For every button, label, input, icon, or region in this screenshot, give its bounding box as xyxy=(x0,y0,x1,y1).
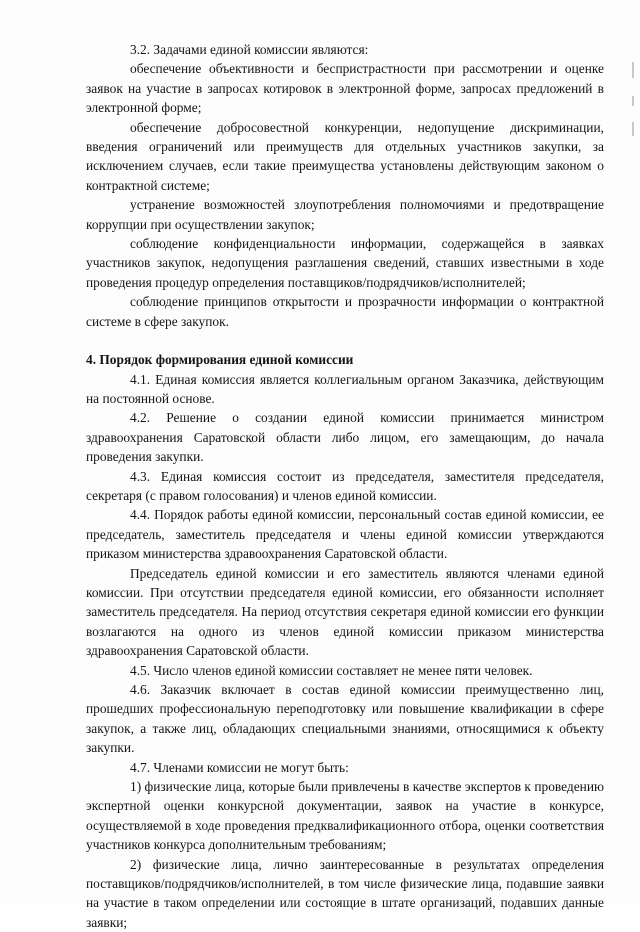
section-heading-4: 4. Порядок формирования единой комиссии xyxy=(86,352,354,368)
paragraph-3-2-competition: обеспечение добросовестной конкуренции, недопущение дискриминации, введения ограничений или преимуществ для отдельных участников закупки, за исключением случаев, если такие преимущества установлены действующим законом о контрактной системе; xyxy=(86,119,604,193)
scan-edge-mark xyxy=(632,62,634,78)
paragraph-3-2-confidentiality: соблюдение конфиденциальности информации, содержащейся в заявках участников закупок, недопущения разглашения сведений, ставших известными в ходе проведения процедур определения поставщиков/подрядчиков/исполнителей; xyxy=(86,236,604,290)
paragraph-4-3: 4.3. Единая комиссия состоит из председателя, заместителя председателя, секретаря (с правом голосования) и членов единой комиссии. xyxy=(86,468,604,503)
paragraph-4-1: 4.1. Единая комиссия является коллегиальным органом Заказчика, действующим на постоянной основе. xyxy=(86,371,604,406)
paragraph-3-2: 3.2. Задачами единой комиссии являются: xyxy=(130,42,369,57)
scan-edge-mark xyxy=(632,96,634,106)
document-body xyxy=(86,40,604,932)
paragraph-3-2-openness: соблюдение принципов открытости и прозрачности информации о контрактной системе в сфере закупок. xyxy=(86,294,604,329)
paragraph-4-4: 4.4. Порядок работы единой комиссии, персональный состав единой комиссии, ее председатель, заместитель председателя и члены единой комиссии утверждаются приказом министерства здравоохранения Саратовской области. xyxy=(86,507,604,562)
paragraph-4-2: 4.2. Решение о создании единой комиссии принимается министром здравоохранения Саратовской области либо лицом, его замещающим, до начала проведения закупки. xyxy=(86,410,604,465)
paragraph-3-2-corruption: устранение возможностей злоупотребления полномочиями и предотвращение коррупции при осуществлении закупок; xyxy=(86,197,604,232)
paragraph-4-6: 4.6. Заказчик включает в состав единой комиссии преимущественно лиц, прошедших профессиональную переподготовку или повышение квалификации в сфере закупок, а также лиц, обладающих специальными знаниями, относящимися к объекту закупки. xyxy=(86,682,604,756)
paragraph-3-2-objectivity: обеспечение объективности и беспристрастности при рассмотрении и оценке заявок на участие в запросах котировок в электронной форме, запросах предложений в электронной форме; xyxy=(86,61,604,116)
scan-edge-mark xyxy=(632,122,634,136)
paragraph-4-7-item-1: 1) физические лица, которые были привлечены в качестве экспертов к проведению экспертной оценки конкурсной документации, заявок на участие в конкурсе, осуществляемой в ходе проведения предквалификационного отбора, оценки соответствия участников конкурса дополнительным требованиям; xyxy=(86,779,604,853)
paragraph-4-7: 4.7. Членами комиссии не могут быть: xyxy=(130,759,349,775)
paragraph-4-7-item-2: 2) физические лица, лично заинтересованные в результатах определения поставщиков/подрядчиков/исполнителей, в том числе физические лица, подавшие заявки на участие в таком определении или состоящие в штате организаций, подавших данные заявки; xyxy=(86,856,604,930)
paragraph-4-5: 4.5. Число членов единой комиссии составляет не менее пяти человек. xyxy=(130,662,533,678)
paragraph-4-4-chairman: Председатель единой комиссии и его заместитель являются членами единой комиссии. При отсутствии председателя единой комиссии, его обязанности исполняет заместитель председателя. На период отсутствия секретаря единой комиссии его функции возлагаются на одного из членов единой комиссии приказом министерства здравоохранения Саратовской области. xyxy=(86,565,604,659)
